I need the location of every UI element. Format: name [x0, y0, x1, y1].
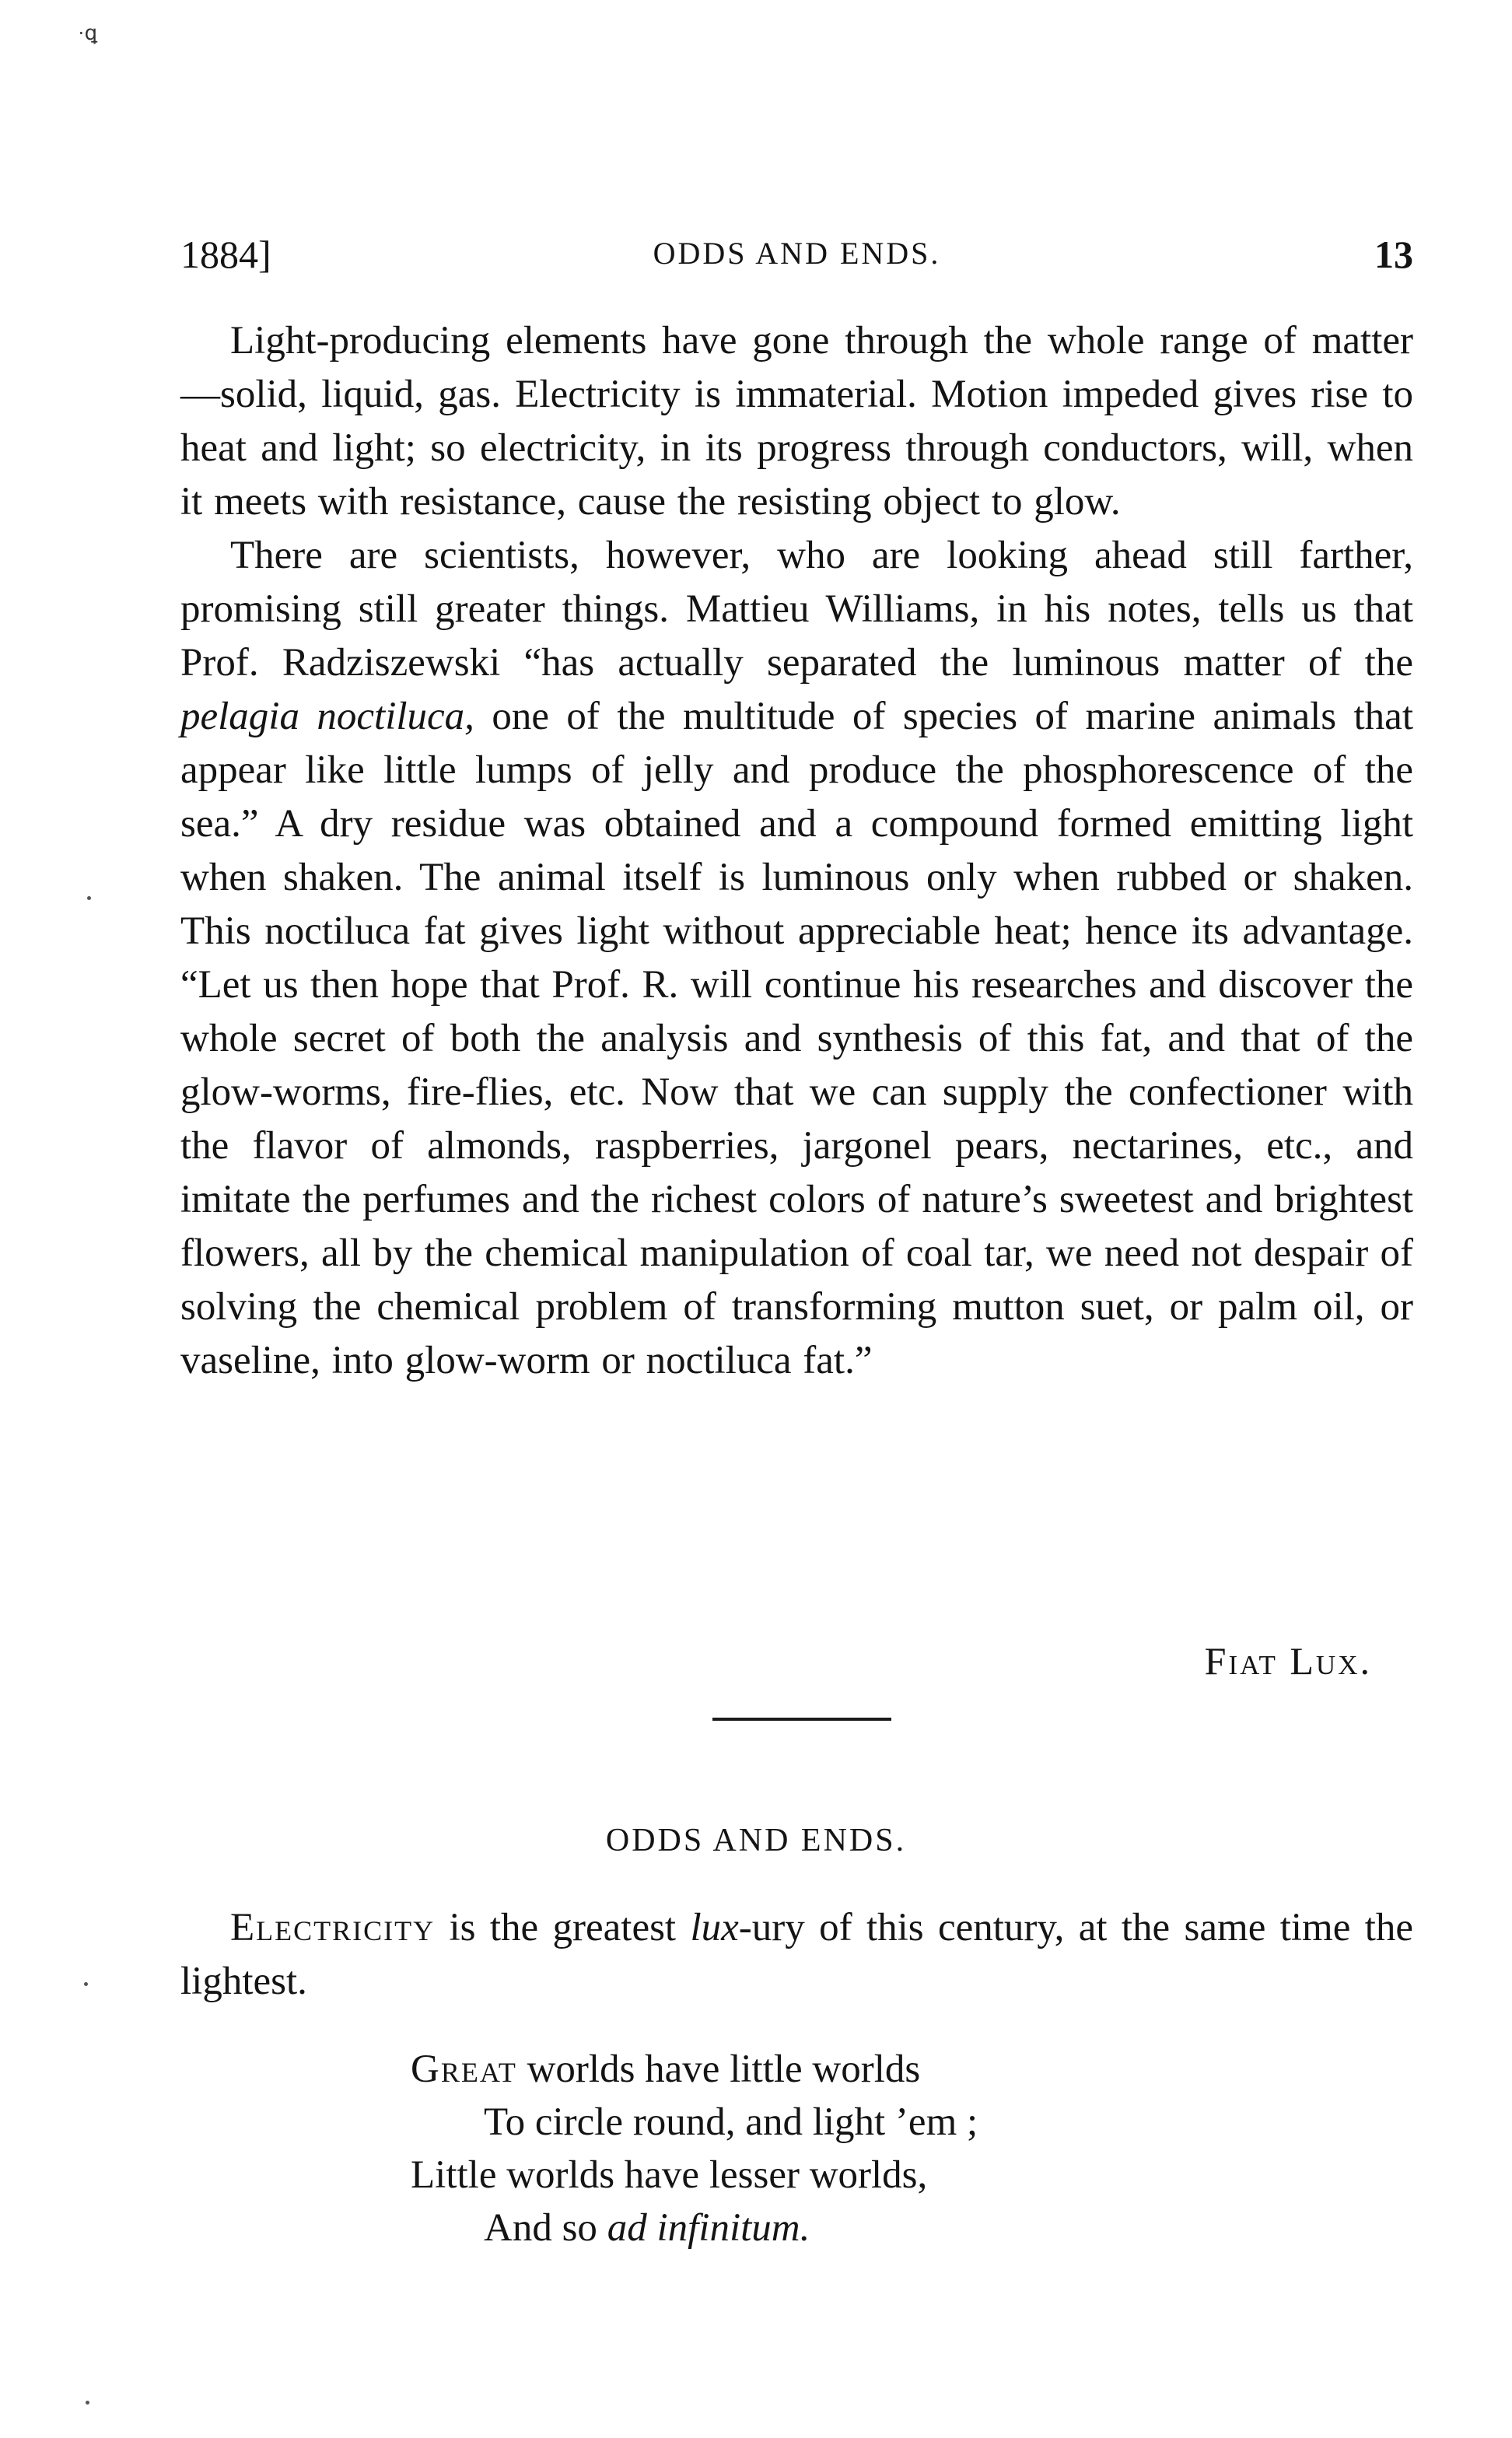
verse-text: worlds have little worlds: [516, 2047, 921, 2091]
paragraph-scientists: [180, 529, 1413, 1388]
section-heading: ODDS AND ENDS.: [605, 1823, 907, 1858]
paragraph-text: is the greatest: [435, 1906, 691, 1949]
paragraph-electricity: [180, 1901, 1413, 2009]
lead-word: Great: [411, 2047, 517, 2091]
page-speck: [84, 1982, 88, 1986]
lead-word: Electricity: [230, 1906, 436, 1949]
latin-phrase: ad infinitum.: [607, 2206, 810, 2250]
page-speck: [87, 896, 91, 900]
verse-line-3: Little worlds have lesser worlds,: [411, 2153, 928, 2197]
paragraph-text: one of the multitude of species of marine animals that appear like little lumps of jelly and produce the phosphorescence of the sea.” A dry residue was obtained and a compound formed emitting light when shaken. The animal itself is luminous only when rubbed or shaken. This noctiluca fat gives light without appreciable heat; hence its advantage. “Let us then hope that Prof. R. will continue his researches and discover the whole secret of both the analysis and synthesis of this fat, and that of the glow-worms, fire-flies, etc. Now that we can supply the confectioner with the flavor of almonds, raspberries, jargonel pears, nectarines, etc., and imitate the perfumes and the richest colors of nature’s sweetest and brightest flowers, all by the chemical manipulation of coal tar, we need not despair of solving the chemical problem of transforming mutton suet, or palm oil, or vaseline, into glow-worm or noctiluca fat.”: [180, 695, 1413, 1382]
species-name: pelagia noctiluca,: [180, 695, 474, 738]
paragraph-text: Light-producing elements have gone through the whole range of matter—solid, liquid, gas. Electricity is immaterial. Motion impeded gives rise to heat and light; so electricity, in its progress through conductors, will, when it meets with resistance, cause the resisting object to glow.: [180, 319, 1413, 524]
page-speck: [86, 2401, 89, 2405]
article-body: [180, 314, 1413, 1388]
pun-word: lux: [690, 1906, 739, 1949]
paragraph-light-producing: [180, 314, 1413, 529]
verse-line-2: To circle round, and light ’em ;: [484, 2100, 978, 2144]
page-number: 13: [1374, 233, 1413, 276]
verse-text: And so: [484, 2206, 607, 2250]
article-signature: Fiat Lux.: [1204, 1639, 1372, 1683]
section-divider: [712, 1718, 891, 1721]
running-head-year: 1884]: [180, 233, 271, 276]
electricity-item: [180, 1901, 1413, 2009]
verse-line-1: [411, 2043, 978, 2096]
verse-line-4: [411, 2202, 978, 2254]
running-head: [180, 232, 1413, 278]
verse: [411, 2043, 978, 2254]
page-corner-mark: ·ꝗ: [78, 22, 98, 44]
paragraph-text: There are scientists, however, who are looking ahead still farther, promising still greater things. Mattieu Williams, in his notes, tells us that Prof. Radziszewski “has actually separated the luminous matter of the: [180, 534, 1413, 685]
running-head-title: ODDS AND ENDS.: [653, 236, 941, 271]
paragraph-text: -ury of this century, at the same time the lightest.: [180, 1906, 1413, 2003]
